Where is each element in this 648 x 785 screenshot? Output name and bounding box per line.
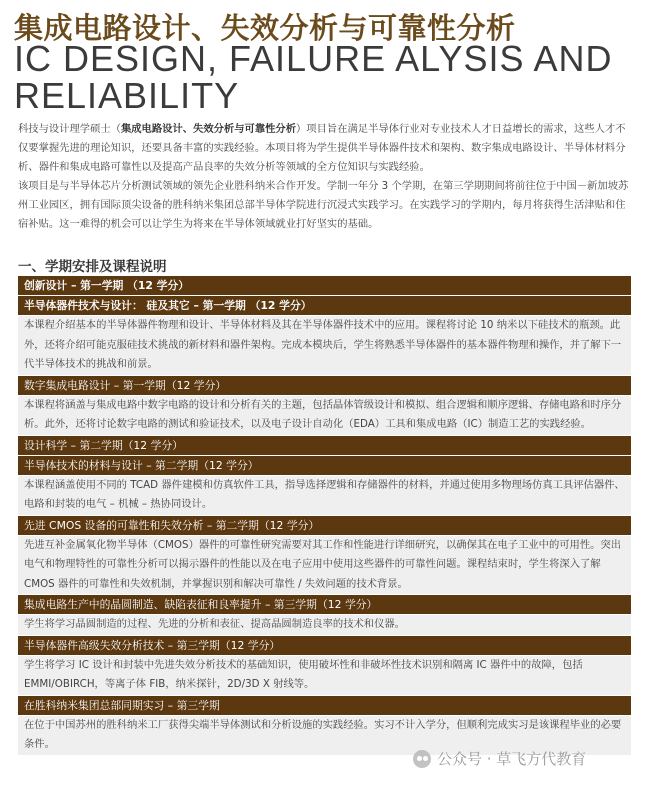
course-bar: 集成电路生产中的晶圆制造、缺陷表征和良率提升 – 第三学期（12 学分） — [18, 595, 631, 614]
page-title-cn: 集成电路设计、失效分析与可靠性分析 — [14, 11, 516, 45]
course-bar: 先进 CMOS 设备的可靠性和失效分析 – 第二学期（12 学分） — [18, 516, 631, 535]
watermark-text: 公众号 · 草飞方代教育 — [437, 750, 587, 768]
course-bar: 半导体器件技术与设计： 硅及其它 – 第一学期 （12 学分） — [18, 296, 631, 315]
page-title-en: IC DESIGN, FAILURE ALYSIS AND RELIABILITY — [14, 38, 613, 116]
course-description: 先进互补金属氧化物半导体（CMOS）器件的可靠性研究需要对其工作和性能进行详细研究，以确保其在电子工业中的可用性。突出电气和物理特性的可靠性分析可以揭示器件的性能以及在电子应用中使用这些器件的可靠性问题。课程结束时，学生将深入了解 CMOS 器件的可靠性和失效机制，并掌握识别和解决可靠性 / 失效问题的技术背景。 — [18, 536, 631, 595]
course-description: 在位于中国苏州的胜科纳米工厂获得尖端半导体测试和分析设施的实践经验。实习不计入学分，但顺利完成实习是该课程毕业的必要条件。 — [18, 716, 631, 755]
course-description: 本课程介绍基本的半导体器件物理和设计、半导体材料及其在半导体器件技术中的应用。课程将讨论 10 纳米以下硅技术的瓶颈。此外，还将介绍可能克服硅技术挑战的新材料和器件架构。完成本模块后，学生将熟悉半导体器件的基本器件物理和操作，并了解下一代半导体技术的挑战和前景。 — [18, 316, 631, 375]
course-bar: 在胜科纳米集团总部同期实习 – 第三学期 — [18, 696, 631, 715]
intro-paragraph-1 — [18, 120, 634, 177]
course-bar: 半导体器件高级失效分析技术 – 第三学期（12 学分） — [18, 636, 631, 655]
course-bar: 数字集成电路设计 – 第一学期（12 学分） — [18, 376, 631, 395]
course-bar: 设计科学 – 第二学期（12 学分） — [18, 436, 631, 455]
course-description: 学生将学习 IC 设计和封装中先进失效分析技术的基础知识，使用破坏性和非破坏性技术识别和隔离 IC 器件中的故障，包括 EMMI/OBIRCH，等离子体 FIB，纳米探针，2D/3D X 射线等。 — [18, 656, 631, 695]
course-bar: 创新设计 – 第一学期 （12 学分） — [18, 276, 631, 295]
course-list — [18, 276, 631, 756]
section-heading: 一、学期安排及课程说明 — [18, 259, 167, 275]
intro-p1-after: ）项目旨在满足半导体行业对专业技术人才日益增长的需求，这些人才不仅要掌握先进的理论知识，还要具备丰富的实践经验。本项目将为学生提供半导体器件技术和架构、数字集成电路设计、半导体材料分析、器件和集成电路可靠性以及提高产品良率的失效分析等领域的全方位知识与实践经验。 — [18, 123, 626, 173]
intro-text — [18, 120, 634, 234]
watermark — [413, 748, 586, 769]
intro-p1-before: 科技与设计理学硕士（ — [18, 123, 121, 135]
course-description: 学生将学习晶圆制造的过程、先进的分析和表征、提高晶圆制造良率的技术和仪器。 — [18, 615, 631, 635]
course-description: 本课程涵盖使用不同的 TCAD 器件建模和仿真软件工具，指导选择逻辑和存储器件的材料，并通过使用多物理场仿真工具评估器件、电路和封装的电气 – 机械 – 热协同设计。 — [18, 476, 631, 515]
intro-program-name: 集成电路设计、失效分析与可靠性分析 — [120, 123, 297, 135]
wechat-icon — [413, 750, 431, 768]
intro-paragraph-2: 该项目是与半导体芯片分析测试领域的领先企业胜科纳米合作开发。学制一年分 3 个学期，在第三学期期间将前往位于中国－新加坡苏州工业园区，拥有国际顶尖设备的胜科纳米集团总部半导体学院进行沉浸式实践学习。在实践学习的学期内，每月将获得生活津贴和住宿补贴。这一难得的机会可以让学生为将来在半导体领域就业打好坚实的基础。 — [18, 180, 629, 230]
course-description: 本课程将涵盖与集成电路中数字电路的设计和分析有关的主题，包括晶体管级设计和模拟、组合逻辑和顺序逻辑、存储电路和时序分析。此外，还将讨论数字电路的测试和验证技术，以及电子设计自动化（EDA）工具和集成电路（IC）制造工艺的实践经验。 — [18, 396, 631, 435]
course-bar: 半导体技术的材料与设计 – 第二学期（12 学分） — [18, 456, 631, 475]
